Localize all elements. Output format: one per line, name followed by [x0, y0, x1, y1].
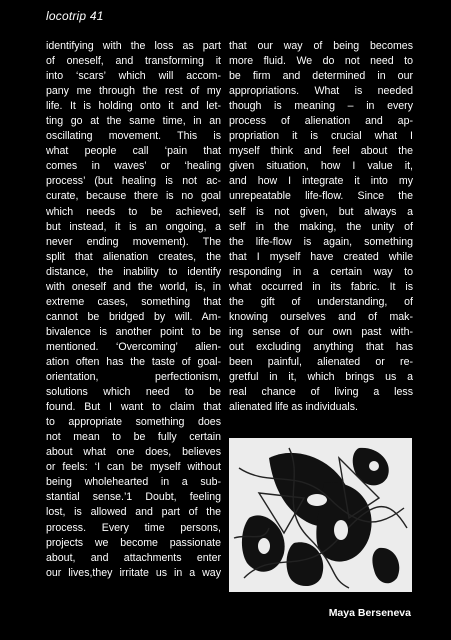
- text-line: with oneself and the world, is, in: [46, 280, 221, 293]
- text-line: ting go at the same time, in an: [46, 115, 221, 128]
- text-line: process’ (but healing is not ac-: [46, 175, 221, 188]
- text-line: though is meaning – in every: [229, 100, 413, 113]
- text-line: responding in a certain way to: [229, 265, 413, 278]
- text-line: out excluding anything that has: [229, 340, 413, 353]
- text-line: ing sense of our own past with-: [229, 325, 413, 338]
- text-line: bivalence is another point to be: [46, 325, 221, 338]
- text-line: comes in waves’ or ‘healing: [46, 160, 221, 173]
- text-line: unrepeatable life-flow. Since the: [229, 190, 413, 203]
- text-line: be firm and determined in our: [229, 70, 413, 83]
- page-header: locotrip 41: [46, 9, 104, 23]
- text-line: of oneself, and transforming it: [46, 55, 221, 68]
- text-line: mentioned. ‘Overcoming’ alien-: [46, 340, 221, 353]
- text-line: but instead, it is an ongoing, a: [46, 220, 221, 233]
- text-line: distance, the inability to identify: [46, 265, 221, 278]
- text-line: or feels: ‘I can be myself without: [46, 461, 221, 474]
- text-line: cannot be bridged by will. Am-: [46, 310, 221, 323]
- text-line: been painful, alienated or re-: [229, 355, 413, 368]
- text-line: that I myself have created while: [229, 250, 413, 263]
- right-text-column: [229, 39, 413, 415]
- text-line: about what one does, believes: [46, 446, 221, 459]
- text-line: appropriations. What is needed: [229, 85, 413, 98]
- text-line: not mean to be fully certain: [46, 431, 221, 444]
- abstract-ink-drawing: [229, 438, 412, 592]
- text-line: propriation it is crucial what I: [229, 130, 413, 143]
- text-line: split that alienation creates, the: [46, 250, 221, 263]
- text-line: into ‘scars’ which will accom-: [46, 70, 221, 83]
- text-line: being wholehearted in a sub-: [46, 476, 221, 489]
- text-line: knowing ourselves and of mak-: [229, 310, 413, 323]
- text-line: alienated life as individuals.: [229, 401, 358, 414]
- left-text-column: [46, 39, 221, 581]
- author-name: Maya Berseneva: [328, 607, 411, 619]
- text-line: what occurred in its fabric. It is: [229, 280, 413, 293]
- text-line: gretful in it, which brings us a: [229, 371, 413, 384]
- text-line: stantial sense.’1 Doubt, feeling: [46, 491, 221, 504]
- text-line: what people call ‘pain that: [46, 145, 221, 158]
- text-line: real chance of living a less: [229, 386, 413, 399]
- text-line: more fluid. We do not need to: [229, 55, 413, 68]
- text-line: curate, because there is no goal: [46, 190, 221, 203]
- text-line: life. It is holding onto it and let-: [46, 100, 221, 113]
- text-line: self in the making, the unity of: [229, 220, 413, 233]
- text-line: orientation, perfectionism,: [46, 371, 221, 384]
- text-line: process. Every time persons,: [46, 521, 221, 534]
- text-line: lost, is allowed and part of the: [46, 506, 221, 519]
- text-line: projects we become passionate: [46, 536, 221, 549]
- text-line: identifying with the loss as part: [46, 40, 221, 52]
- text-line: never ending movement). The: [46, 235, 221, 248]
- text-line: oscillating movement. This is: [46, 130, 221, 143]
- text-line: myself think and feel about the: [229, 145, 413, 158]
- text-line: the life-flow is again, something: [229, 235, 413, 248]
- text-line: solutions which need to be: [46, 386, 221, 399]
- text-line: self is not given, but always a: [229, 205, 413, 218]
- text-line: our lives,they irritate us in a way: [46, 566, 221, 579]
- text-line: about, and attachments enter: [46, 551, 221, 564]
- text-line: which needs to be achieved,: [46, 205, 221, 218]
- text-line: to appropriate something does: [46, 416, 221, 429]
- text-line: that our way of being becomes: [229, 40, 413, 52]
- text-line: and how I integrate it into my: [229, 175, 413, 188]
- text-line: extreme cases, something that: [46, 295, 221, 308]
- text-line: given situation, how I value it,: [229, 160, 413, 173]
- text-line: pany me through the rest of my: [46, 85, 221, 98]
- text-line: ation often has the taste of goal-: [46, 355, 221, 368]
- text-line: the gift of understanding, of: [229, 295, 413, 308]
- text-line: process of alienation and ap-: [229, 115, 413, 128]
- text-line: found. But I want to claim that: [46, 401, 221, 414]
